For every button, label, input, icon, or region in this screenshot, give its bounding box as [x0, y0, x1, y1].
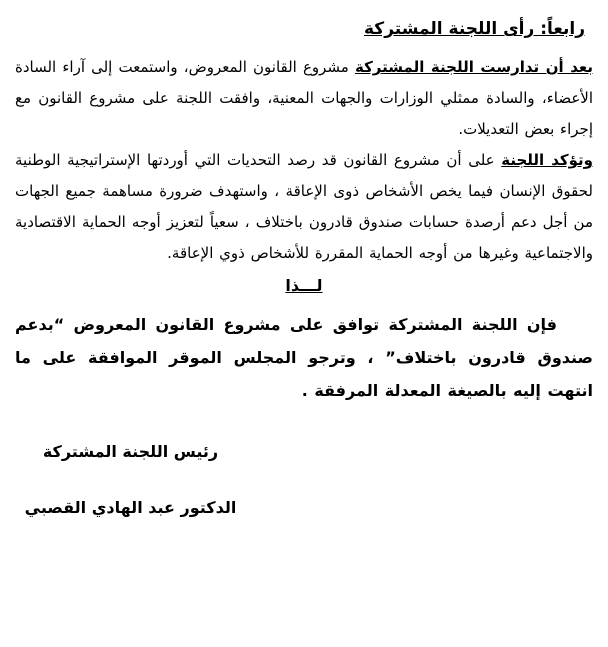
paragraph-review-body: مشروع القانون المعروض، واستمعت إلى آراء السادة الأعضاء، والسادة ممثلي الوزارات والجهات المعنية، وافقت اللجنة على مشروع القانون مع إجراء بعض التعديلات. — [15, 58, 593, 138]
paragraph-affirmation-body: على أن مشروع القانون قد رصد التحديات التي أوردتها الإستراتيجية الوطنية لحقوق الإنسان فيما يخص الأشخاص ذوى الإعاقة ، واستهدف ضرورة مساهمة جميع الجهات من أجل دعم أرصدة حسابات صندوق قادرون باختلاف ، سعياً لتعزيز أوجه الحماية الاقتصادية والاجتماعية وغيرها من أوجه الحماية المقررة للأشخاص ذوي الإعاقة. — [15, 151, 593, 262]
therefore-heading — [15, 269, 593, 302]
paragraph-committee-review — [15, 52, 593, 145]
therefore-text: لـــذا — [285, 276, 323, 295]
section-title-text: رابعاً: رأى اللجنة المشتركة — [364, 19, 585, 39]
section-title — [15, 16, 585, 42]
paragraph-committee-affirmation — [15, 145, 593, 269]
paragraph-conclusion: فإن اللجنة المشتركة توافق على مشروع القانون المعروض “بدعم صندوق قادرون باختلاف” ، وترجو المجلس الموقر الموافقة على ما انتهت إليه بالصيغة المعدلة المرفقة . — [15, 315, 593, 400]
signature-block — [23, 439, 238, 521]
paragraph-affirmation-lead: وتؤكد اللجنة — [501, 151, 593, 169]
paragraph-review-lead: بعد أن تدارست اللجنة المشتركة — [354, 58, 593, 76]
signature-role: رئيس اللجنة المشتركة — [42, 442, 219, 461]
signature-name: الدكتور عبد الهادي القصبي — [24, 498, 237, 517]
